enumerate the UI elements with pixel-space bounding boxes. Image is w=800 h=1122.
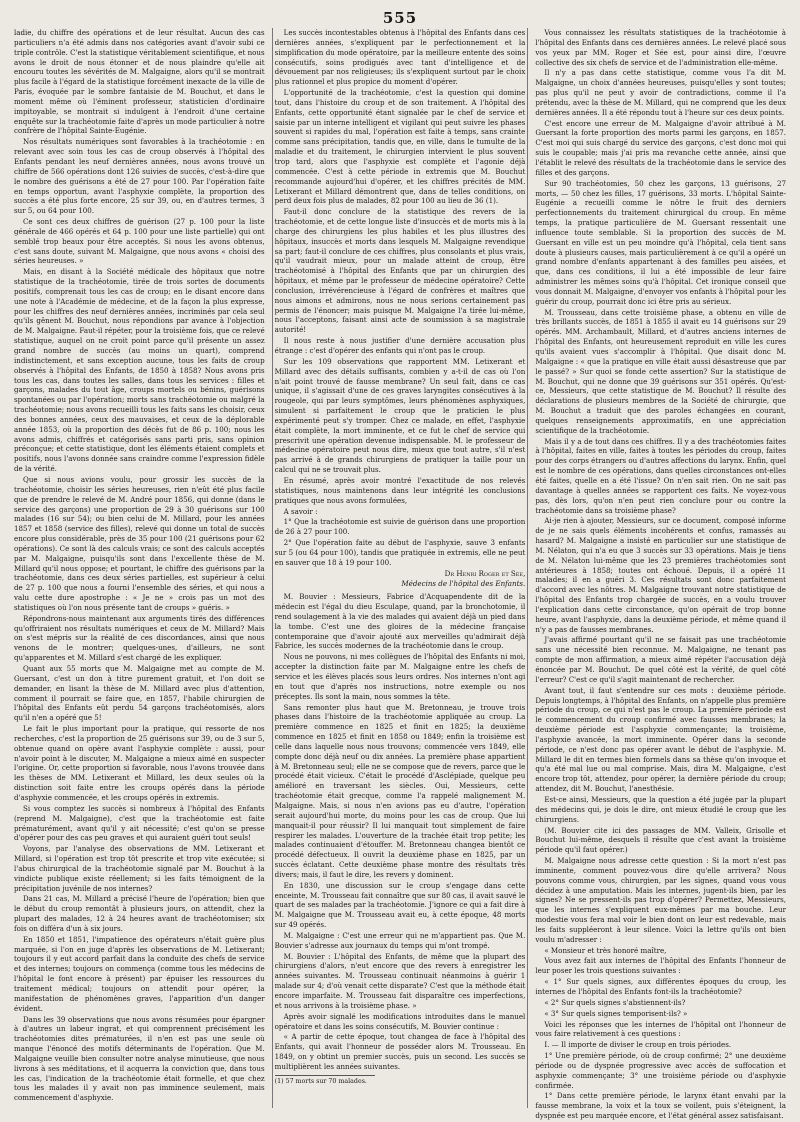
- paragraph: En 1830, une discussion sur le croup s'engage dans cette enceinte, M. Trousseau fait connaître que sur 80 cas, il avait sauvé le quart de ses malades par la trachéotomie. J'ignore ce qui a fait dire à M. Malgaigne que M. Trousseau avait eu, à cette époque, 48 morts sur 49 opérés.: [274, 880, 526, 930]
- paragraph: Si vous comptez les succès si nombreux à l'hôpital des Enfants (reprend M. Malgaigne), c'est que la trachéotomie est faite prématurément, avant qu'il y ait nécessité; c'est qu'on se presse d'opérer pour des cas peu graves et qui auraient guéri tout seuls!: [14, 803, 265, 843]
- paragraph: Quant aux 55 morts que M. Malgaigne met au compte de M. Guersant, c'est un don à titre purement gratuit, et l'on doit se demander, en lisant la thèse de M. Millard avec plus d'attention, comment il pourrait se faire que, en 1857, l'habile chirurgien de l'hôpital des Enfants eût perdu 54 garçons trachéotomisés, alors qu'il n'en a opéré que 5!: [14, 664, 265, 723]
- paragraph: Ce sont ces deux chiffres de guérison (27 p. 100 pour la liste générale de 466 opérés et 64 p. 100 pour une liste partielle) qui ont semblé trop beaux pour être acceptés. Si nous les avons obtenus, c'est sans doute, suivant M. Malgaigne, que nous avons « choisi des séries heureuses. »: [14, 217, 265, 266]
- paragraph: A savoir :: [283, 506, 318, 516]
- column-divider: [272, 28, 273, 1108]
- paragraph: « 1° Sur quels signes, aux différentes époques du croup, les internes de l'hôpital des Enfants font-ils la trachéotomie?: [535, 977, 786, 996]
- paragraph: J'avais affirmé pourtant qu'il ne se faisait pas une trachéotomie sans une nécessité bien reconnue. M. Malgaigne, ne tenant pas compte de mon affirmation, a mieux aimé répéter l'accusation déjà énoncée par M. Bouchut. De quel côté est la vérité, de quel côté l'erreur? C'est ce qu'il s'agit maintenant de rechercher.: [535, 635, 786, 684]
- paragraph: M. Bouvier : Messieurs, Fabrice d'Acquapendente dit de la médecin est l'égal du dieu Esculape, quand, par la bronchotomie, il rend soulagement à la vie des malades qui avaient déjà un pied dans la tombe. C'est une des gloires de la médecine française contemporaine que d'avoir ajouté aux merveilles qu'admirait déjà Fabrice, les succès modernes de la trachéotomie dans le croup.: [274, 592, 526, 651]
- paragraph: M. Trousseau, dans cette troisième phase, a obtenu en ville de très brillants succès, de 1851 à 1855 il avait eu 14 guérisons sur 29 opérés. MM. Archambault, Millard, et d'autres anciens internes de l'hôpital des Enfants, ont heureusement reproduit en ville les cures qu'ils avaient vues s'accomplir à l'hôpital. Que disait donc M. Malgaigne : « que la pratique en ville était aussi désastreuse que par le passé? » Sur quoi se fonde cette assertion? Sur la statistique de M. Bouchut, qui ne donne que 39 guérisons sur 351 opérés. Qu'est-ce, Messieurs, que cette statistique de M. Bouchut? Il résulte des déclarations de plusieurs membres de la Société de chirurgie, que M. Bouchut a traduit que des paroles échangées en courant, quelques renseignements approximatifs, en une appréciation scientifique de la trachéotomie.: [535, 307, 786, 435]
- paragraph: Ai-je rien à ajouter, Messieurs, sur ce document, composé informe de je ne sais quels éléments incohérents et confus, ramassés au hasard? M. Malgaigne a insisté en particulier sur une statistique de M. Nélaton, qui n'a eu que 3 succès sur 33 opérations. Mais je tiens de M. Nélaton lui-même que les 23 premières trachéotomies sont antérieures à 1858; toutes ont échoué. Depuis, il a opéré 11 malades; il en a guéri 3. Ces résultats sont donc parfaitement d'accord avec les nôtres. M. Malgaigne trouvant notre statistique de l'hôpital des Enfants trop chargée de succès, en a voulu trouver l'explication dans cette circonstance, qu'on opérait de trop bonne heure, avant l'asphyxie, dans la deuxième période, et même quand il n'y a pas de fausses membranes.: [535, 516, 786, 634]
- paragraph: 1° Que la trachéotomie est suivie de guérison dans une proportion de 26 à 27 pour 100.: [274, 517, 526, 537]
- paragraph: Vous avez fait aux internes de l'hôpital des Enfants l'honneur de leur poser les trois questions suivantes :: [535, 956, 786, 976]
- paragraph: Nous ne pouvons, ni mes collègues de l'hôpital des Enfants ni moi, accepter la distinction faite par M. Malgaigne entre les chefs de service et les élèves placés sous leurs ordres. Nos internes n'ont agi en tout que d'après nos instructions, notre exemple ou nos préceptes. Ils sont la main, nous sommes la tête.: [274, 652, 526, 701]
- paragraph: Dr Henri Roger et Sée,: [444, 568, 526, 578]
- paragraph: « Monsieur et très honoré maître,: [544, 945, 667, 955]
- paragraph: (M. Bouvier cite ici des passages de MM. Valleix, Grisolle et Bouchut lui-même, desquels il résulte que c'est avant la troisième période qu'il faut opérer.): [535, 825, 786, 855]
- paragraph: ladie, du chiffre des opérations et de leur résultat. Aucun des cas particuliers n'a été admis dans nos catégories avant d'avoir subi ce triple contrôle. C'est la statistique véritablement scientifique, et nous avons le droit de nous étonner et de nous plaindre qu'elle ait encouru toutes les sévérités de M. Malgaigne, alors qu'il se montrait plus facile à l'égard de la statistique forcément inexacte de la ville de Paris, évoquée par le sombre fantaisie de M. Bouchut, et dans le moment même où l'éminent professeur, statisticien d'ordinaire impitoyable, se montrait si indulgent à l'endroit d'une certaine enquête sur la trachéotomie faite d'après un mode particulier à notre confrère de l'hôpital Sainte-Eugénie.: [14, 28, 265, 136]
- column-right: [535, 28, 786, 1122]
- paragraph: C'est encore une erreur de M. Malgaigne d'avoir attribué à M. Guersant la forte proportion des morts parmi les garçons, en 1857. C'est moi qui suis chargé du service des garçons, c'est donc moi qui suis le coupable; mais j'ai pris ma revanche cette année, ainsi que l'établit le relevé des résultats de la trachéotomie dans le service des filles et des garçons.: [535, 118, 786, 177]
- paragraph: Est-ce ainsi, Messieurs, que la question a été jugée par la plupart des médecins qui, je dois le dire, ont mieux étudié le croup que les chirurgiens.: [535, 794, 786, 824]
- paragraph: 2° Que l'opération faite au début de l'asphyxie, sauve 3 enfants sur 5 (ou 64 pour 100), tandis que pratiquée in extremis, elle ne peut en sauver que 18 à 19 pour 100.: [274, 538, 526, 567]
- text-columns: [14, 28, 786, 1121]
- paragraph: En résumé, après avoir montré l'exactitude de nos relevés statistiques, nous maintenons dans leur intégrité les conclusions pratiques que nous avons formulées,: [274, 475, 526, 505]
- paragraph: M. Bouvier : L'hôpital des Enfants, de même que la plupart des chirurgiens d'alors, n'eut encore que des revers à enregistrer les années suivantes. M. Trousseau continuait néanmoins à guérir 1 malade sur 4; d'où venait cette disparate? C'est que la méthode était encore imparfaite. M. Trousseau fait disparaître ces imperfections, et nous arrivons à la troisième phase. »: [274, 951, 526, 1010]
- paragraph: Médecins de l'hôpital des Enfants.: [401, 579, 526, 589]
- paragraph: Sans remonter plus haut que M. Bretonneau, je trouve trois phases dans l'histoire de la trachéotomie appliquée au croup. La première commence en 1825 et finit en 1825; la deuxième commence en 1825 et finit en 1858 ou 1849; enfin la troisième est celle dans laquelle nous nous trouvons; commencée vers 1849, elle compte donc déjà neuf ou dix années. La première phase appartient à M. Bretonneau seul; elle ne se compose que de revers, parce que le procédé était vicieux. C'était le procédé d'Asclépiade, quelque peu amélioré en traversant les siècles. Oui, Messieurs, cette trachéotomie était grecque, comme l'a rappelé malignement M. Malgaigne. Mais, si nous n'en avions pas eu d'autre, l'opération serait aujourd'hui morte, du moins pour les cas de croup. Que lui manquait-il pour réussir? Il lui manquait tout simplement de faire respirer les malades. L'ouverture de la trachée était trop petite; les malades continuaient d'étouffer. M. Bretonneau changea bientôt ce procédé défectueux. Il ouvrit la deuxième phase en 1825, par un succès éclatant. Cette deuxième phase montre des résultats très divers; mais, il faut le dire, les revers y dominent.: [274, 702, 526, 879]
- paragraph: 1° Dans cette première période, le larynx étant envahi par la fausse membrane, la voix et la toux se voilent, puis s'éteignent, la dyspnée est peu marquée encore, et l'état général assez satisfaisant.: [535, 1091, 786, 1121]
- paragraph: « 2° Sur quels signes s'abstiennent-ils?: [544, 997, 686, 1007]
- paragraph: Voici les réponses que les internes de l'hôpital ont l'honneur de vous faire relativement à ces questions :: [535, 1019, 786, 1039]
- column-divider: [527, 28, 528, 1108]
- paragraph: Après avoir signalé les modifications introduites dans le manuel opératoire et dans les soins consécutifs, M. Bouvier continue :: [274, 1011, 526, 1031]
- paragraph: Nos résultats numériques sont favorables à la trachéotomie : en relevant avec soin tous les cas de croup observés à l'hôpital des Enfants pendant les neuf dernières années, nous avons trouvé un chiffre de 566 opérations dont 126 suivies de succès, c'est-à-dire que le nombre des guérisons a été de 27 pour 100. Par l'opération faite en temps opportun, avant l'asphyxie complète, la proportion des succès a été plus forte encore, 25 sur 39, ou, en d'autres termes, 3 sur 5, ou 64 pour 100.: [14, 137, 265, 216]
- paragraph: Les succès incontestables obtenus à l'hôpital des Enfants dans ces dernières années, s'expliquent par le perfectionnement et la simplification du mode opératoire, par la meilleure entente des soins consécutifs, soins prodigués avec tant d'intelligence et de dévouement par nos religieuses; ils s'expliquent surtout par le choix plus rationnel et plus propice du moment d'opérer.: [274, 28, 526, 87]
- paragraph: Sur les 109 observations que rapportent MM. Letixerant et Millard avec des détails suffisants, combien y a-t-il de cas où l'on n'ait point trouvé de fausse membrane? Un seul fait, dans ce cas unique, il s'agissait d'une de ces graves laryngites consécutives à la rougeole, qui par leurs symptômes, leurs phénomènes asphyxiques, simulent si parfaitement le croup que le praticien le plus expérimenté peut s'y tromper. Chez ce malade, en effet, l'asphyxie était complète, la mort imminente, et ce fut le chef de service qui prescrivit une opération devenue indispensable. M. le professeur de médecine opératoire peut nous dire, mieux que tout autre, s'il n'est pas arrivé à de grands chirurgiens de pratiquer la taille pour un calcul qui ne se trouvait plus.: [274, 356, 526, 475]
- paragraph: 1° Une première période, où de croup confirmé; 2° une deuxième période ou de dyspnée progressive avec accès de suffocation et asphyxie commençante; 3° une troisième période ou d'asphyxie confirmée.: [535, 1051, 786, 1090]
- paragraph: I. — Il importe de diviser le croup en trois périodes.: [544, 1040, 732, 1050]
- column-left: [14, 28, 265, 1122]
- paragraph: Sur 90 trachéotomies, 50 chez les garçons, 13 guérisons, 27 morts, — 50 chez les filles, 17 guérisons, 33 morts. L'hôpital Sainte-Eugénie a recueilli comme le nôtre le fruit des derniers perfectionnements du traitement chirurgical du croup. En même temps, la pratique particulière de M. Guersant ressentait une influence toute semblable. Si la proportion des succès de M. Guersant en ville est un peu moindre qu'à l'hôpital, cela tient sans doute à plusieurs causes, mais particulièrement à ce qu'il a opéré un grand nombre d'enfants appartenant à des familles peu aisées, et que, dans ces conditions, il lui a été impossible de leur faire administrer les mêmes soins qu'à l'hôpital. Cet ironique conseil que vous donnait M. Malgaigne, d'envoyer vos enfants à l'hôpital pour les guérir du croup, pourrait donc ici être pris au sérieux.: [535, 178, 786, 306]
- paragraph: « 3° Sur quels signes temporisent-ils? »: [544, 1008, 688, 1018]
- page-number: 555: [382, 9, 418, 27]
- paragraph: Il n'y a pas dans cette statistique, comme vous l'a dit M. Malgaigne, un choix d'années heureuses, puisqu'elles y sont toutes; pas plus qu'il ne peut y avoir de contradictions, comme il l'a prétendu, avec la thèse de M. Millard, qui ne comprend que les deux dernières années. Il a été répondu tout à l'heure sur ces deux points.: [535, 68, 786, 117]
- paragraph: Vous connaissez les résultats statistiques de la trachéotomie à l'hôpital des Enfants dans ces dernières années. Le relevé placé sous vos yeux par MM. Roger et Sée est, pour ainsi dire, l'œuvre collective des six chefs de service et de l'administration elle-même.: [535, 28, 786, 67]
- paragraph: Avant tout, il faut s'entendre sur ces mots : deuxième période. Depuis longtemps, à l'hôpital des Enfants, on n'appelle plus première période du croup, ce qui n'est pas le croup. La première période est le commencement du croup confirmé avec fausses membranes; la deuxième période est l'asphyxie commençante; la troisième, l'asphyxie avancée, la mort imminente. Opérer dans la seconde période, ce n'est donc pas opérer avant le début de l'asphyxie. M. Millard le dit en termes bien formels dans sa thèse qu'on invoque et qu'a été mal lue ou mal comprise. Mais, dira M. Malgaigne, c'est encore trop tôt, attendez, pour opérer, la dernière période du croup; attendez, dit M. Bouchut, l'anesthésie.: [535, 685, 786, 794]
- paragraph: Mais, en disant à la Société médicale des hôpitaux que notre statistique de la trachéotomie, tirée de trois sortes de documents positifs, comprenait tous les cas de croup; en le disant encore dans une note à l'Académie de médecine, et de la façon la plus expresse, pour les chiffres des neuf dernières années, incriminés par cela seul qu'ils gênent M. Bouchut, nous répondions par avance à l'objection de M. Malgaigne. Faut-il répéter, pour la troisième fois, que ce relevé statistique, auquel on ne croit point parce qu'il présente un assez grand nombre de succès (au moins un quart), comprend indistinctement, et sans exception aucune, tous les faits de croup observés à l'hôpital des Enfants, de 1850 à 1858? Nous avons pris tous les cas, dans toutes les salles, dans tous les services : filles et garçons, malades du tout âge, croups mortels ou bénins, guérisons spontanées ou par l'opération; morts sans trachéotomie ou malgré la trachéotomie; nous avons recueilli tous les faits sans les choisir, ceux des bonnes années, ceux des mauvaises, et ceux de la déplorable année 1853, où la proportion des décès fut de 86 p. 100; nous les avons admis, chiffrés et catégorisés sans parti pris, sans opinion préconçue; et cette statistique, dont les éléments étaient complets et positifs, nous l'avons donnée sans craindre comme l'expression fidèle de la vérité.: [14, 267, 265, 474]
- paragraph: M. Malgaigne : C'est une erreur qui ne m'appartient pas. Que M. Bouvier s'adresse aux journaux du temps qui m'ont trompé.: [274, 930, 526, 950]
- paragraph: M. Malgaigne nous adresse cette question : Si la mort n'est pas imminente, comment pouvez-vous dire qu'elle arrivera? Nous pouvons comme vous, chirurgien, par les signes, quand vous vous décidez à une amputation. Mais les internes, jugent-ils bien, par les signes? Ne se pressent-ils pas trop d'opérer? Permettez, Messieurs, que les internes s'expliquent eux-mêmes par ma bouche. Leur modestie vous fera mal voir le bien dont on leur est redevable, mais les faits suppléeront à leur silence. Voici la lettre qu'ils ont bien voulu m'adresser :: [535, 856, 786, 944]
- column-middle: [275, 28, 526, 1122]
- paragraph: Dans les 39 observations que nous avons résumées pour épargner à d'autres un labeur ingrat, et qui comprennent précisément les trachéotomies dites prématurées, il n'en est pas une seule où manque l'énoncé des motifs déterminants de l'opération. Que M. Malgaigne veuille bien consulter notre analyse minutieuse, que nous livrons à ses méditations, et il acquerra la conviction que, dans tous les cas, l'indication de la trachéotomie était formelle, et que chez tous les malades il y avait non pas imminence seulement, mais commencement d'asphyxie.: [14, 1014, 265, 1103]
- paragraph: Mais il y a de tout dans ces chiffres. Il y a des trachéotomies faites à l'hôpital, faites en ville, faites à toutes les périodes du croup, faites pour des corps étrangers ou d'autres affections du larynx. Enfin, quel est le nombre de ces opérations, dans quelles circonstances ont-elles été faites, quelle en a été l'issue? On n'en sait rien. On ne sait pas davantage à quelles années se rapportent ces faits. Ne voyez-vous pas, dès lors, qu'on n'en peut rien conclure pour ou contre la trachéotomie dans sa troisième phase?: [535, 436, 786, 515]
- footnote-rule: [275, 1075, 375, 1076]
- paragraph: Répondrons-nous maintenant aux arguments tirés des différences qu'offriraient nos résultats numériques et ceux de M. Millard? Mais on s'est mépris sur la réalité de ces discordances, ainsi que nous venons de le montrer; quelques-unes, d'ailleurs, ne sont qu'apparentes et M. Millard s'est chargé de les expliquer.: [14, 613, 265, 663]
- paragraph: Faut-il donc conclure de la statistique des revers de la trachéotomie, et de cette longue liste d'insuccès et de morts mis à la charge des chirurgiens les plus habiles et les plus illustres des hôpitaux, insuccès et morts dans lesquels M. Malgaigne revendique sa part; faut-il conclure de ces chiffres, plus consolants et plus vrais, qu'il vaudrait mieux, pour un malade atteint de croup, être trachéotomisé à l'hôpital des Enfants que par un chirurgien des hôpitaux, et même par le professeur de médecine opératoire? Cette conclusion, irrévérencieuse à l'égard de confrères et maîtres que nous aimons et admirons, nous ne nous serions certainement pas permis de l'énoncer; mais puisque M. Malgaigne l'a tirée lui-même, nous l'acceptons, faisant ainsi acte de soumission à sa magistrale autorité!: [274, 207, 526, 335]
- paragraph: Que si nous avions voulu, pour grossir les succès de la trachéotomie, choisir les séries heureuses, rien n'eût été plus facile que de prendre le relevé de M. André pour 1856, qui donne (dans le service des garçons) une proportion de 29 à 30 guérisons sur 100 malades (16 sur 54); ou bien celui de M. Millard, pour les années 1857 et 1858 (service des filles), relevé qui donne un total de succès encore plus considérable, près de 35 pour 100 (21 guérisons pour 62 opérations). Ce sont là des calculs vrais; ce sont des calculs acceptés par M. Malgaigne, puisqu'ils sont dans l'excellente thèse de M. Millard qu'il nous oppose; et pourtant, le chiffre des guérisons par la trachéotomie, dans ces deux séries partielles, est supérieur à celui de 27 p. 100 que nous a fourni l'ensemble des séries, et qui nous a valu cette dure apostrophe : « Je ne » crois pas un mot des statistiques où l'on nous présente tant de croups » guéris. »: [14, 474, 265, 612]
- paragraph: Le fait le plus important pour la pratique, qui ressorte de nos recherches, c'est la proportion de 25 guérisons sur 39, ou de 3 sur 5, obtenue quand on opère avant l'asphyxie complète : aussi, pour n'avoir point à le discuter, M. Malgaigne a mieux aimé en suspecter l'origine. Or, cette proportion si favorable, nous l'avons trouvée dans les thèses de MM. Letixerant et Millard, les deux seules où la distinction soit faite entre les croups opérés dans la période d'asphyxie commencée, et les croups opérés in extremis.: [14, 724, 265, 802]
- paragraph: Voyons, par l'analyse des observations de MM. Letixerant et Millard, si l'opération est trop tôt prescrite et trop vite exécutée; si l'abus chirurgical de la trachéotomie signalé par M. Bouchut à la vindicte publique existe réellement; si les faits témoignent de la précipitation juvénile de nos internes?: [14, 844, 265, 893]
- paragraph: Dans 21 cas, M. Millard a précisé l'heure de l'opération; bien que le début du croup remontât à plusieurs jours, on attendit, chez la plupart des malades, 12 à 24 heures avant de trachéotomiser; six fois on différa d'un à six jours.: [14, 894, 265, 933]
- paragraph: L'opportunité de la trachéotomie, c'est la question qui domine tout, dans l'histoire du croup et de son traitement. A l'hôpital des Enfants, cette opportunité étant signalée par le chef de service et saisie par un interne intelligent et vigilant qui peut suivre les phases souvent si rapides du mal, l'opération est faite à temps, sans crainte comme sans précipitation, tandis que, en ville, dans le tumulte de la maladie et du traitement, le chirurgien intervient le plus souvent trop tard, alors que l'asphyxie est complète et l'agonie déjà commencée. C'est à cette période in extremis que M. Bouchut recommande aujourd'hui d'opérer, et les chiffres précités de MM. Letixerant et Millard démontrent que, dans de telles conditions, on perd deux fois plus de malades, 82 pour 100 au lieu de 36 (1).: [274, 88, 526, 206]
- footnote: (1) 57 morts sur 70 malades.: [274, 1077, 367, 1085]
- paragraph: Il nous reste à nous justifier d'une dernière accusation plus étrange : c'est d'opérer des enfants qui n'ont pas le croup.: [274, 336, 526, 355]
- paragraph: « A partir de cette époque, tout changea de face à l'hôpital des Enfants, qui avait l'honneur de posséder alors M. Trousseau. En 1849, on y obtint un premier succès, puis un second. Les succès se multiplièrent les années suivantes.: [274, 1032, 526, 1071]
- paragraph: En 1850 et 1851, l'impatience des opérateurs n'était guère plus marquée, si l'on en juge d'après les observations de M. Letixerant; toujours il y eut accord parfait dans la conduite des chefs de service et des internes; toujours on commença (comme tous les médecins de l'hôpital le font encore à présent) par épuiser les ressources du traitement médical; toujours on attendit pour opérer, la manifestation de phénomènes graves, l'apparition d'un danger évident.: [14, 934, 265, 1013]
